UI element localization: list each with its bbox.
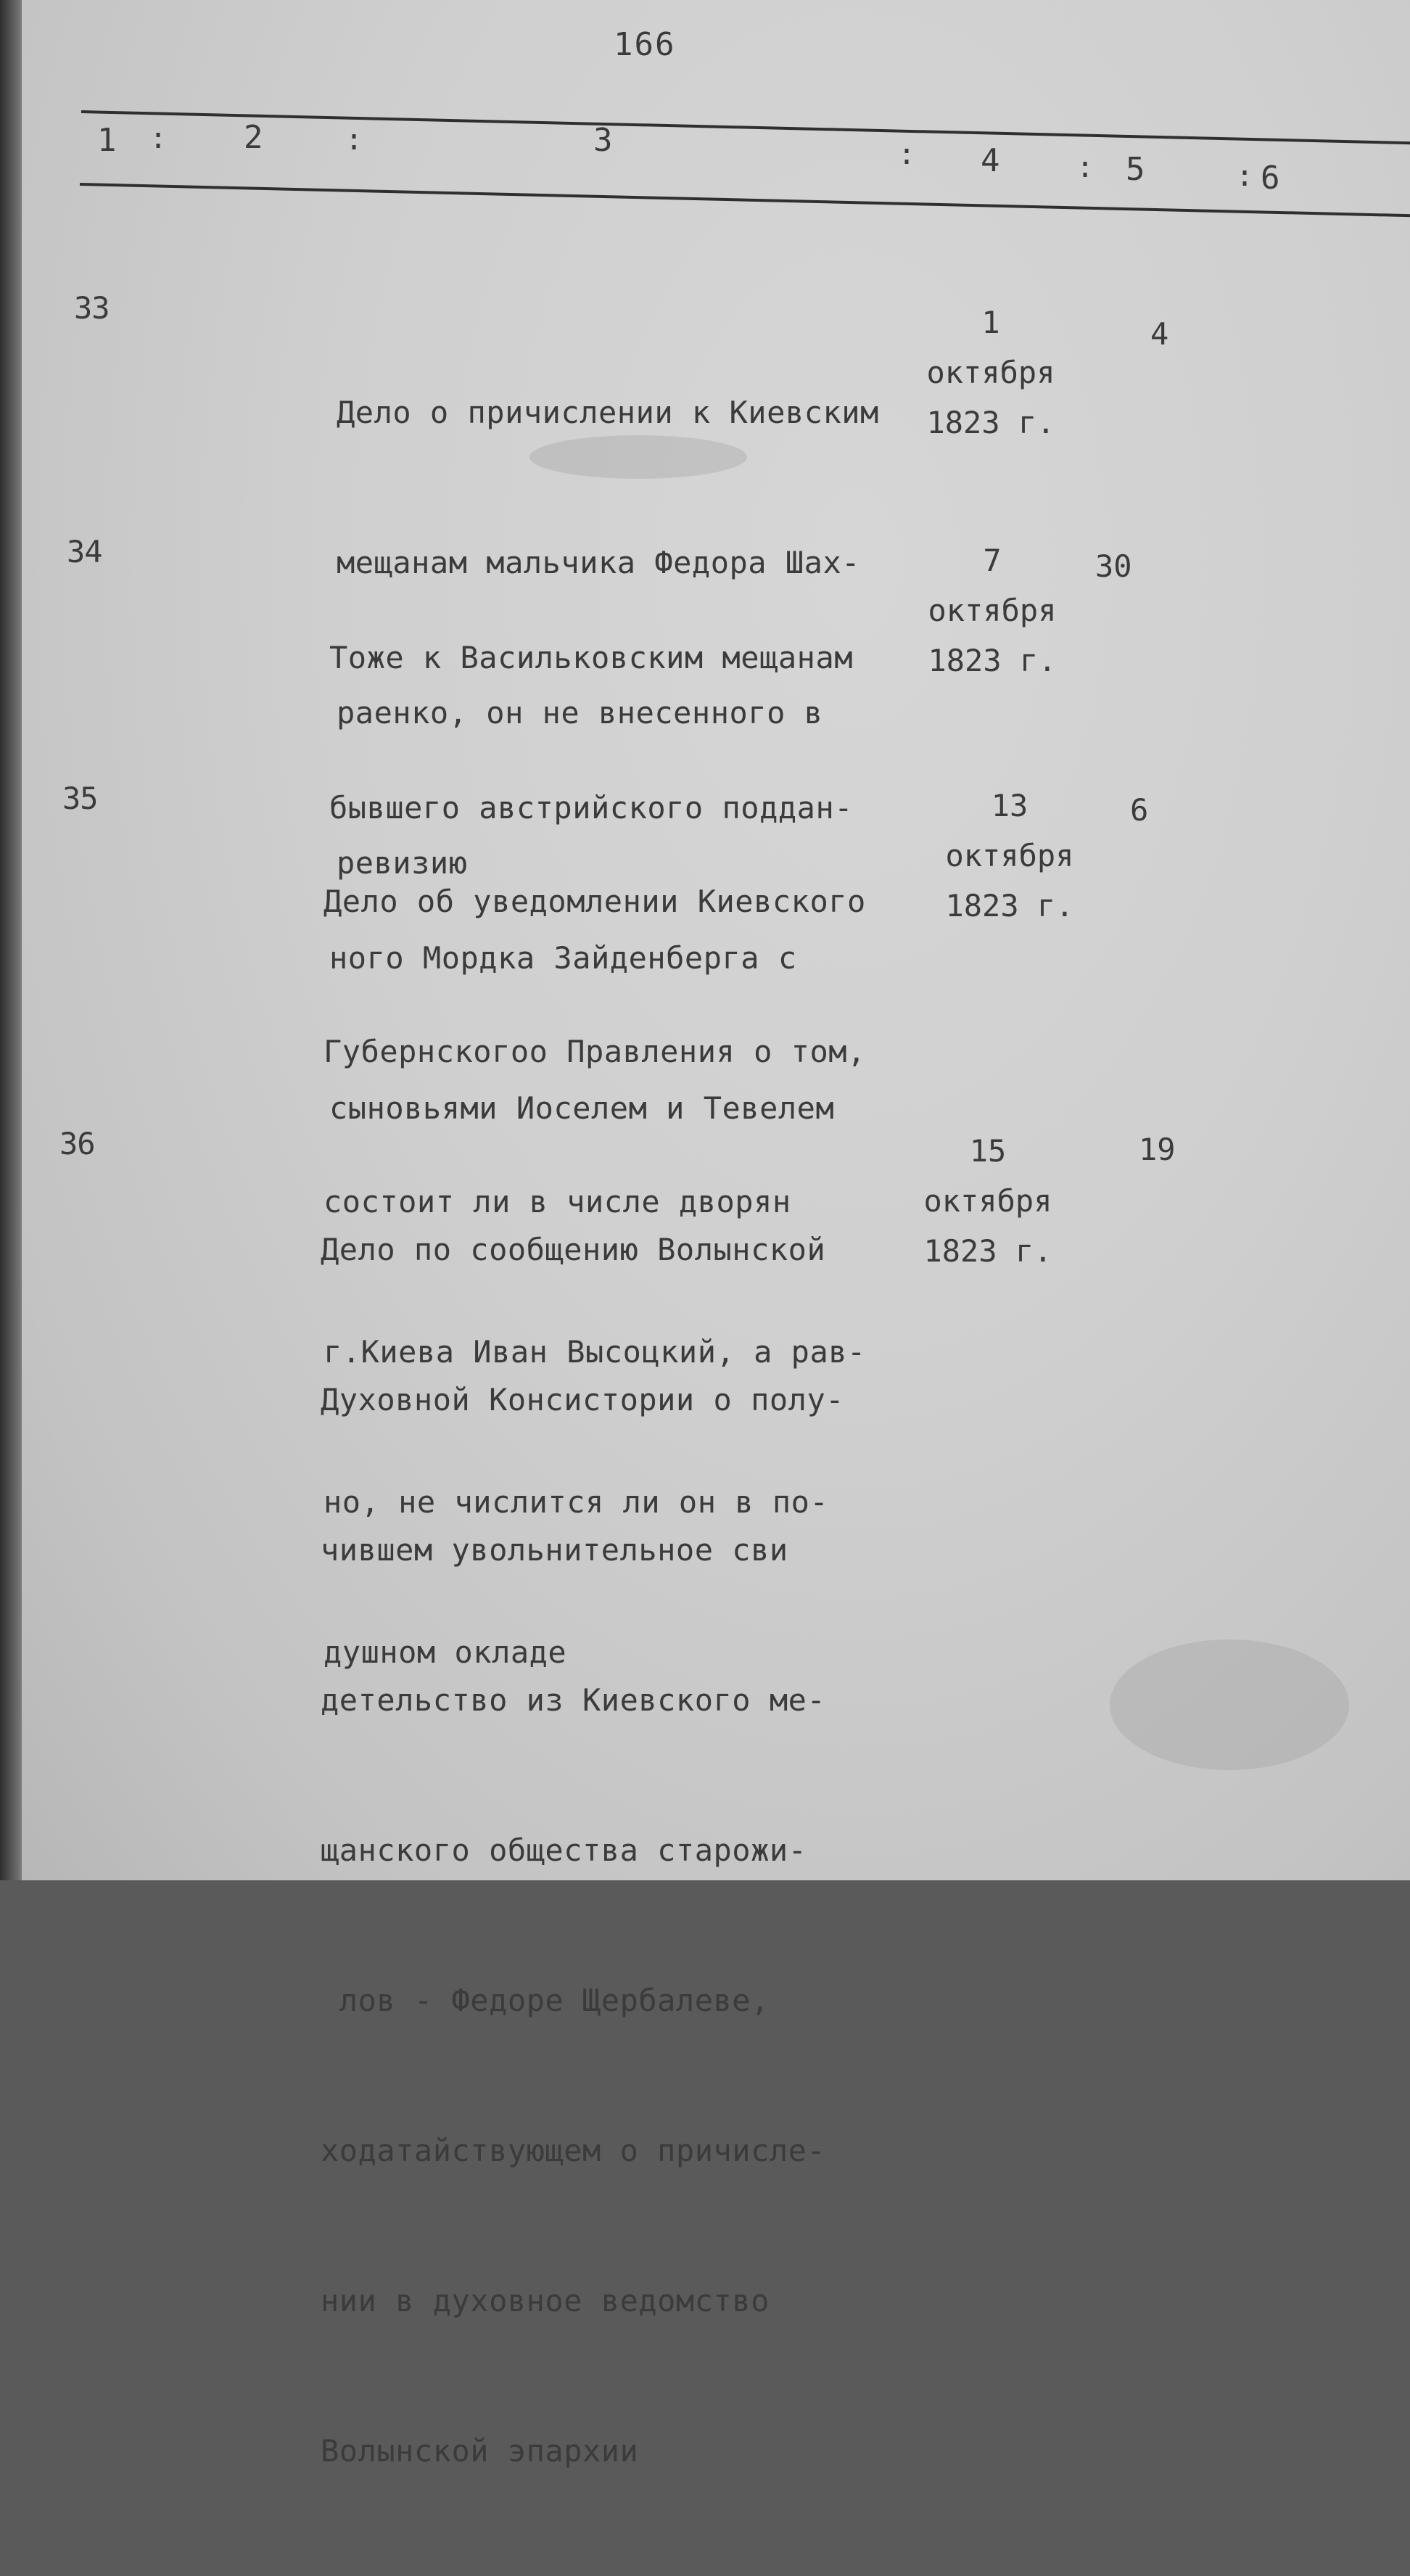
description-line: щанского общества старожи- (321, 1832, 807, 1868)
description-line: ревизию (337, 845, 468, 881)
description-line: но, не числится ли он в по- (323, 1484, 829, 1520)
document-page (22, 0, 1410, 2469)
description-line: нии в духовное ведомство (321, 2283, 770, 2318)
date-day: 15 (969, 1133, 1007, 1169)
sheet-count: 6 (1130, 792, 1149, 828)
date-day: 13 (991, 788, 1028, 823)
sheet-count: 30 (1095, 548, 1132, 584)
table-header-top-rule (81, 110, 1410, 145)
column-separator: : (1236, 160, 1254, 193)
record-number: 36 (59, 1126, 95, 1161)
description-line: мещанам мальчика Федора Шах- (337, 545, 861, 580)
sheet-count: 4 (1150, 316, 1169, 352)
description-line: г.Киева Иван Высоцкий, а рав- (323, 1334, 866, 1370)
description-line: Духовной Консистории о полу- (321, 1382, 845, 1417)
date-day: 7 (983, 543, 1002, 578)
column-header-5: 5 (1126, 151, 1145, 188)
book-binding-edge (0, 0, 25, 1880)
record-date (908, 1126, 1068, 1276)
description-line: Дело о причислении к Киевским (337, 395, 879, 430)
record-date (911, 297, 1071, 448)
description-line: сыновьями Иоселем и Тевелем (329, 1090, 835, 1126)
description-line: Волынской эпархии (321, 2433, 639, 2469)
column-header-1: 1 (97, 122, 117, 159)
record-number: 34 (67, 534, 102, 569)
page-number: 166 (614, 26, 676, 63)
description-line: состоит ли в числе дворян (323, 1184, 791, 1219)
date-month: октября (926, 355, 1055, 390)
date-day: 1 (981, 305, 1000, 340)
date-month: октября (945, 838, 1074, 873)
description-line: бывшего австрийского поддан- (329, 790, 854, 826)
date-month: октября (928, 593, 1057, 628)
date-month: октября (923, 1183, 1052, 1219)
record-number: 35 (62, 781, 98, 816)
date-year: 1823 г. (928, 643, 1057, 678)
record-date (912, 535, 1072, 686)
column-separator: : (149, 122, 168, 155)
column-header-6: 6 (1261, 160, 1280, 197)
column-separator: : (345, 123, 363, 157)
description-line: раенко, он не внесенного в (337, 695, 823, 731)
date-year: 1823 г. (945, 888, 1074, 923)
paper-smudge (1110, 1639, 1349, 1770)
column-header-2: 2 (244, 119, 263, 156)
column-separator: : (1076, 151, 1094, 184)
description-line: Дело об уведомлении Киевского (323, 884, 866, 919)
table-header-bottom-rule (80, 183, 1410, 218)
description-line: лов - Федоре Щербалеве, (321, 1983, 770, 2018)
description-line: чившем увольнительное сви (321, 1532, 788, 1568)
record-description (321, 1124, 844, 2576)
description-line: Тоже к Васильковским мещанам (329, 640, 854, 675)
record-date (930, 781, 1089, 931)
date-year: 1823 г. (923, 1233, 1052, 1269)
description-line: Дело по сообщению Волынской (321, 1232, 826, 1267)
column-header-3: 3 (593, 122, 613, 159)
column-separator: : (898, 138, 916, 171)
column-header-4: 4 (981, 142, 1000, 179)
record-number: 33 (74, 290, 110, 326)
date-year: 1823 г. (926, 405, 1055, 440)
sheet-count: 19 (1139, 1132, 1176, 1167)
description-line: Губернскогоо Правления о том, (323, 1034, 866, 1069)
description-line: душном окладе (323, 1634, 567, 1670)
description-line: детельство из Киевского ме- (321, 1682, 826, 1718)
description-line: ходатайствующем о причисле- (321, 2133, 826, 2168)
description-line: ного Мордка Зайденберга с (329, 940, 797, 976)
